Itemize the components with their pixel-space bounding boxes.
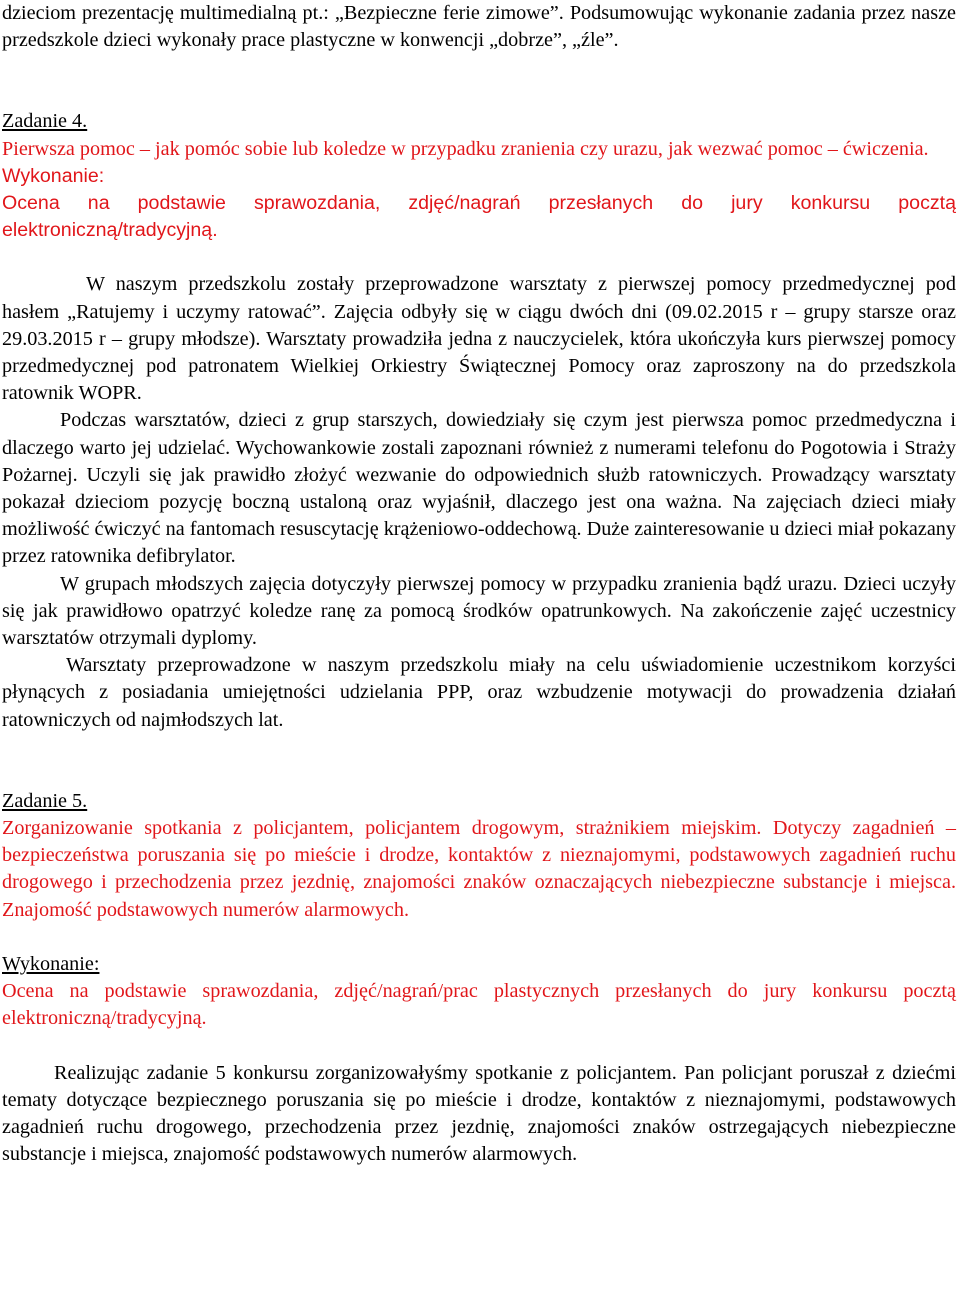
task4-execution-text: Ocena na podstawie sprawozdania, zdjęć/nagrań przesłanych do jury konkursu pocztą elektroniczną/tradycyjną. — [2, 192, 956, 242]
task4-execution-label: Wykonanie: — [2, 164, 105, 187]
spacer — [2, 244, 956, 271]
spacer — [2, 54, 956, 108]
task5-paragraph-1: Realizując zadanie 5 konkursu zorganizowałyśmy spotkanie z policjantem. Pan policjant poruszał z dziećmi tematy dotyczące bezpiecznego poruszania się po mieście i drodze, kontaktów z nieznajomymi, podstawowych zagadnień ruchu drogowego, przechodzenia przez jezdnię, znajomości znaków ostrzegających niebezpieczne substancje i miejsca, znajomość podstawowych numerów alarmowych. — [2, 1061, 956, 1166]
task5-description: Zorganizowanie spotkania z policjantem, policjantem drogowym, strażnikiem miejskim. Dotyczy zagadnień – bezpieczeństwa poruszania się po mieście i drodze, kontaktów z nieznajomymi, podstawowych zagadnień ruchu drogowego i przechodzenia przez jezdnię, znajomości znaków oznaczających niebezpieczne substancje i miejsca. Znajomość podstawowych numerów alarmowych. — [2, 817, 956, 921]
intro-paragraph: dzieciom prezentację multimedialną pt.: „Bezpieczne ferie zimowe”. Podsumowując wykonanie zadania przez nasze przedszkole dzieci wykonały prace plastyczne w konwencji „dobrze”, „źle”. — [2, 2, 956, 52]
task4-paragraph-2: Podczas warsztatów, dzieci z grup starszych, dowiedziały się czym jest pierwsza pomoc przedmedyczna i dlaczego warto jej udzielać. Wychowankowie zostali zapoznani również z numerami telefonu do Pogotowia i Straży Pożarnej. Uczyli się jak prawidło złożyć wezwanie do odpowiednich służb ratowniczych. Prowadzący warsztaty pokazał dzieciom pozycję boczną ustaloną oraz wyjaśnił, dlaczego jest ona ważna. Na zajęciach dzieci miały możliwość ćwiczyć na fantomach resuscytację krążeniowo-oddechową. Duże zainteresowanie u dzieci miał pokazany przez ratownika defibrylator. — [2, 409, 956, 568]
task4-description: Pierwsza pomoc – jak pomóc sobie lub koledze w przypadku zranienia czy urazu, jak wezwać pomoc – ćwiczenia. — [2, 137, 929, 160]
task5-execution-text: Ocena na podstawie sprawozdania, zdjęć/nagrań/prac plastycznych przesłanych do jury konkursu pocztą elektroniczną/tradycyjną. — [2, 980, 956, 1030]
task5-execution-label: Wykonanie: — [2, 952, 100, 975]
task4-heading: Zadanie 4. — [2, 110, 88, 133]
task4-paragraph-3: W grupach młodszych zajęcia dotyczyły pierwszej pomocy w przypadku zranienia bądź urazu. Dzieci uczyły się jak prawidłowo opatrzyć koledze ranę za pomocą środków opatrunkowych. Na zakończenie zajęć uczestnicy warsztatów otrzymali dyplomy. — [2, 572, 956, 650]
task4-paragraph-1: W naszym przedszkolu zostały przeprowadzone warsztaty z pierwszej pomocy przedmedycznej pod hasłem „Ratujemy i uczymy ratować”. Zajęcia odbyły się w ciągu dwóch dni (09.02.2015 r – grupy starsze oraz 29.03.2015 r – grupy młodsze). Warsztaty prowadziła jedna z nauczycielek, która ukończyła kurs pierwszej pomocy przedmedycznej pod patronatem Wielkiej Orkiestry Świątecznej Pomocy oraz zaproszony na do przedszkola ratownik WOPR. — [2, 273, 956, 405]
spacer — [2, 734, 956, 788]
task4-paragraph-4: Warsztaty przeprowadzone w naszym przedszkolu miały na celu uświadomienie uczestnikom korzyści płynących z posiadania umiejętności udzielania PPP, oraz wzbudzenie motywacji do prowadzenia działań ratowniczych od najmłodszych lat. — [2, 654, 956, 731]
spacer — [2, 1033, 956, 1060]
spacer — [2, 924, 956, 951]
task5-heading: Zadanie 5. — [2, 789, 88, 812]
